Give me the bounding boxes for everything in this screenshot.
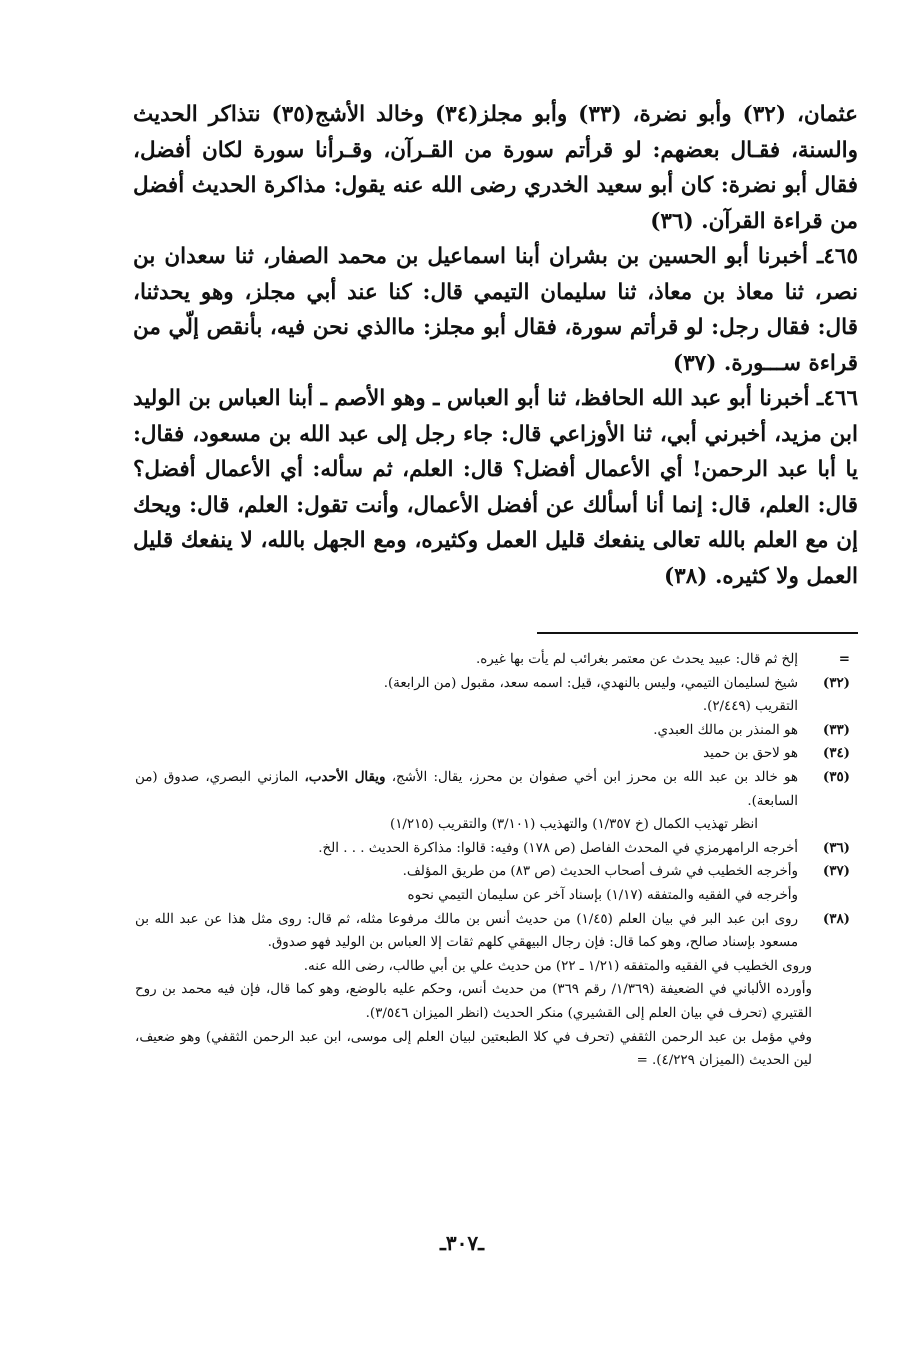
footnote-text: هو المنذر بن مالك العبدي. [653, 722, 798, 738]
footnote-text: وأخرجه الخطيب في شرف أصحاب الحديث (ص ٨٣) من طريق المؤلف. [402, 864, 798, 880]
footnotes [135, 648, 850, 1073]
footnote-text: انظر تهذيب الكمال (خ ١/٣٥٧) والتهذيب (٣/١٠١) والتقريب (١/٢١٥) [389, 817, 758, 833]
footnote-text: المازني البصري، صدوق (من السابعة). [135, 769, 798, 809]
paragraph-465: ٤٦٥ـ أخبرنا أبو الحسين بن بشران أبنا اسماعيل بن محمد الصفار، ثنا سعدان بن نصر، ثنا معاذ بن معاذ، ثنا سليمان التيمي قال: كنا عند أبي مجلز، وهو يحدثنا، قال: فقال رجل: لو قرأتم سورة، فقال أبو مجلز: ماالذي نحن فيه، بأنقص إلّي من قراءة ســـورة. (٣٧) [133, 244, 858, 376]
footnote-32 [135, 672, 850, 719]
footnote-number: (٣٦) [822, 839, 850, 856]
footnote-continuation [135, 648, 850, 672]
footnote-35 [135, 766, 850, 837]
paragraph-466: ٤٦٦ـ أخبرنا أبو عبد الله الحافظ، ثنا أبو العباس ـ وهو الأصم ـ أبنا العباس بن الوليد ابن مزيد، أخبرني أبي، ثنا الأوزاعي قال: جاء رجل إلى عبد الله بن مسعود، فقال: يا أبا عبد الرحمن! أي الأعمال أفضل؟ قال: العلم، ثم سأله: أي الأعمال أفضل؟ قال: العلم، قال: إنما أنا أسألك عن أفضل الأعمال، وأنت تقول: العلم، قال: ويحك إن مع العلم بالله تعالى ينفعك قليل العمل وكثيره، ومع الجهل بالله، لا ينفعك قليل العمل ولا كثيره. (٣٨) [133, 386, 858, 589]
footnote-text-bold: ويقال الأحدب، [304, 768, 386, 785]
footnote-text: وفي مؤمل بن عبد الرحمن الثقفي (تحرف في كلا الطبعتين لبيان العلم إلى موسى، ابن عبد الرحمن الثقفي) وهو ضعيف، لين الحديث (الميزان ٤/٢٢٩). = [135, 1029, 812, 1069]
continuation-marker: = [838, 651, 850, 667]
footnote-number: (٣٤) [822, 745, 850, 762]
page-number: ـ٣٠٧ـ [440, 1231, 484, 1255]
footnote-text: أخرجه الرامهرمزي في المحدث الفاصل (ص ١٧٨) وفيه: قالوا: مذاكرة الحديث . . . الخ. [318, 840, 798, 856]
paragraph-continuation: عثمان، (٣٢) وأبو نضرة، (٣٣) وأبو مجلز(٣٤) وخالد الأشج(٣٥) نتذاكر الحديث والسنة، فقـال بعضهم: لو قرأتم سورة من القـرآن، وقـرأنا سورة لكان أفضل، فقال أبو نضرة: كان أبو سعيد الخدري رضى الله عنه يقول: مذاكرة الحديث أفضل من قراءة القرآن. (٣٦) [133, 102, 859, 234]
footnote-text: وأورده الألباني في الضعيفة (١/٣٦٩/ رقم ٣٦٩) من حديث أنس، وحكم عليه بالوضع، وهو كما قال، فإن فيه محمد بن روح القتيري (تحرف في بيان العلم إلى القشيري) منكر الحديث (انظر الميزان ٣/٥٤٦). [135, 982, 812, 1021]
footnote-text: هو لاحق بن حميد [703, 746, 798, 762]
footnote-number: (٣٨) [822, 910, 850, 927]
footnote-text: هو خالد بن عبد الله بن محرز ابن أخي صفوان بن محرز، يقال: الأشج، [391, 769, 798, 785]
footnote-38 [135, 908, 850, 955]
footnote-text: روى ابن عبد البر في بيان العلم (١/٤٥) من حديث أنس بن مالك مرفوعا مثله، ثم قال: روى مثل هذا عن عبد الله بن مسعود بإسناد صالح، وهو كما قال: فإن رجال البيهقي كلهم ثقات إلا العباس بن الوليد فهو صدوق. [135, 911, 798, 951]
main-text [133, 97, 858, 594]
footnote-text: وروى الخطيب في الفقيه والمتفقه (١/٢١ ـ ٢٢) من حديث علي بن أبي طالب، رضى الله عنه. [303, 958, 812, 974]
footnote-text: وأخرجه في الفقيه والمتفقه (١/١٧) بإسناد آخر عن سليمان التيمي نحوه [407, 887, 798, 903]
footnote-text: إلخ ثم قال: عبيد يحدث عن معتمر بغرائب لم يأت بها غيره. [476, 652, 798, 667]
footnote-text: التقريب (٢/٤٤٩). [702, 699, 798, 715]
footnote-33 [135, 719, 850, 743]
footnote-number: (٣٥) [822, 768, 850, 785]
footnote-34 [135, 742, 850, 766]
footnote-36 [135, 837, 850, 861]
footnote-number: (٣٢) [822, 674, 850, 691]
footnote-text: شيخ لسليمان التيمي، وليس بالنهدي، قيل: اسمه سعد، مقبول (من الرابعة). [383, 675, 798, 691]
footnote-number: (٣٣) [822, 721, 850, 738]
footnote-number: (٣٧) [822, 863, 850, 880]
footnote-separator [537, 632, 858, 634]
footnote-37 [135, 860, 850, 907]
footnote-38-cont [135, 955, 850, 1073]
